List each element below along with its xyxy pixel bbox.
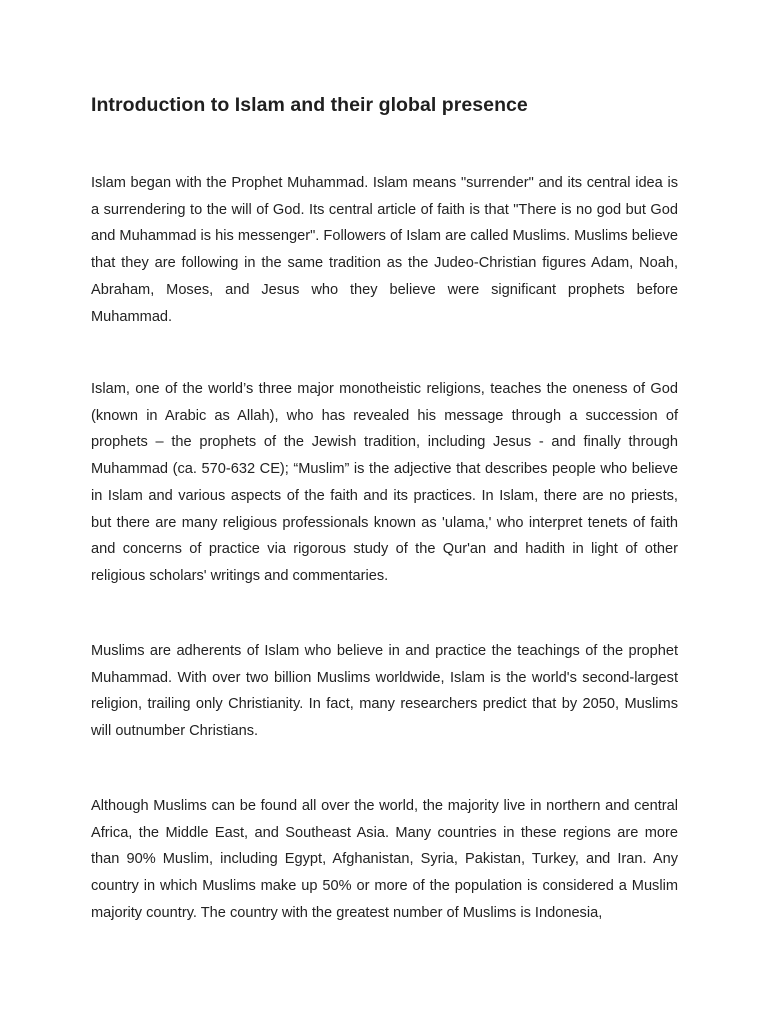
paragraph-1: Islam began with the Prophet Muhammad. Islam means "surrender" and its central idea is a surrendering to the will of God. Its central article of faith is that "There is no god but God and Muhammad is his messenger". Followers of Islam are called Muslims. Muslims believe that they are following in the same tradition as the Judeo-Christian figures Adam, Noah, Abraham, Moses, and Jesus who they believe were significant prophets before Muhammad. — [91, 175, 678, 325]
document-title: Introduction to Islam and their global presence — [91, 94, 528, 116]
paragraph-4: Although Muslims can be found all over the world, the majority live in northern and central Africa, the Middle East, and Southeast Asia. Many countries in these regions are more than 90% Muslim, including Egypt, Afghanistan, Syria, Pakistan, Turkey, and Iran. Any country in which Muslims make up 50% or more of the population is considered a Muslim majority country. The country with the greatest number of Muslims is Indonesia, — [91, 798, 678, 921]
paragraph-2: Islam, one of the world’s three major monotheistic religions, teaches the oneness of God (known in Arabic as Allah), who has revealed his message through a succession of prophets – the prophets of the Jewish tradition, including Jesus - and finally through Muhammad (ca. 570-632 CE); “Muslim” is the adjective that describes people who believe in Islam and various aspects of the faith and its practices. In Islam, there are no priests, but there are many religious professionals known as 'ulama,' who interpret tenets of faith and concerns of practice via rigorous study of the Qur'an and hadith in light of other religious scholars' writings and commentaries. — [91, 381, 678, 584]
paragraph-3: Muslims are adherents of Islam who believe in and practice the teachings of the prophet Muhammad. With over two billion Muslims worldwide, Islam is the world's second-largest religion, trailing only Christianity. In fact, many researchers predict that by 2050, Muslims will outnumber Christians. — [91, 643, 678, 740]
